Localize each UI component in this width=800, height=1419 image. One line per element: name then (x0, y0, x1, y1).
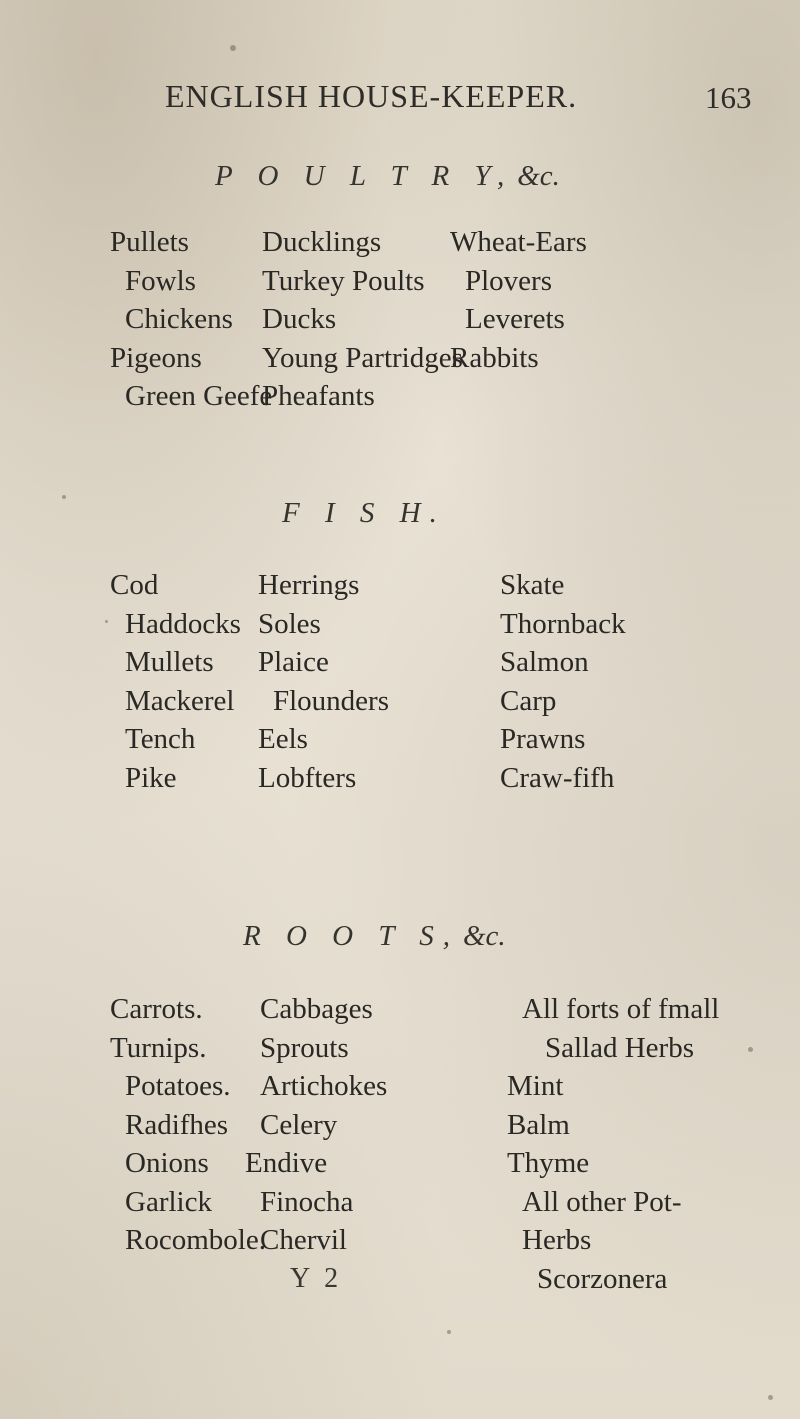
section-heading-fish (282, 497, 446, 530)
list-item: Pheafants (262, 380, 375, 412)
list-item: Leverets (465, 303, 565, 335)
list-item: Thornback (500, 607, 626, 640)
list-item: Young Partridges (262, 341, 463, 374)
list-item: Turnips. (110, 1031, 207, 1064)
section-heading-roots (243, 920, 506, 953)
list-item: Salmon (500, 646, 589, 678)
roots-column-1 (110, 990, 266, 1260)
page-number: 163 (705, 80, 752, 115)
list-item: Ducklings (262, 226, 382, 258)
list-item: Onions (125, 1147, 209, 1179)
list-item: Scorzonera (537, 1262, 668, 1295)
list-item: Sprouts (260, 1031, 349, 1064)
list-item: Herrings (258, 569, 360, 601)
list-item: All other Pot- (522, 1185, 682, 1218)
list-item: Chickens (125, 303, 233, 335)
list-item: Plovers (465, 264, 552, 297)
list-item: Mint (507, 1070, 564, 1102)
roots-column-2 (245, 990, 387, 1260)
paper-speck (62, 495, 66, 499)
list-item: Finocha (260, 1185, 354, 1218)
list-item: Plaice (258, 646, 329, 678)
list-item: Rocombole. (125, 1224, 266, 1256)
signature-mark: Y 2 (290, 1263, 343, 1294)
section-heading-poultry (215, 160, 560, 193)
poultry-column-1 (110, 223, 272, 416)
paper-speck (105, 620, 108, 623)
fish-column-3 (485, 566, 626, 797)
list-item: Haddocks (125, 607, 241, 640)
list-item: Celery (260, 1108, 338, 1141)
list-item: Endive (245, 1147, 328, 1179)
roots-column-3 (507, 990, 719, 1298)
section-heading-poultry-text: P O U L T R Y, (215, 160, 514, 192)
list-item: Mackerel (125, 684, 235, 717)
list-item: Ducks (262, 303, 337, 335)
list-item: Fowls (125, 264, 196, 297)
list-item: Skate (500, 569, 565, 601)
list-item: Cabbages (260, 993, 373, 1025)
list-item: Turkey Poults (262, 264, 425, 297)
paper-speck (447, 1330, 451, 1334)
section-heading-roots-text: R O O T S, (243, 920, 459, 952)
list-item: Sallad Herbs (545, 1031, 694, 1064)
list-item: Chervil (260, 1224, 347, 1256)
paper-speck (748, 1047, 753, 1052)
poultry-column-3 (450, 223, 587, 377)
list-item: Lobfters (258, 761, 357, 794)
section-heading-roots-suffix: &c. (462, 920, 506, 952)
list-item: Tench (125, 723, 196, 755)
list-item: Prawns (500, 723, 586, 755)
list-item: Herbs (522, 1224, 592, 1256)
list-item: Mullets (125, 646, 214, 678)
list-item: Garlick (125, 1185, 212, 1218)
running-title: ENGLISH HOUSE-KEEPER. (165, 78, 578, 114)
list-item: Pike (125, 761, 177, 794)
list-item: Thyme (507, 1147, 590, 1179)
list-item: Rabbits (450, 341, 539, 374)
list-item: Pigeons (110, 341, 202, 374)
list-item: Green Geefe (125, 380, 273, 412)
list-item: Pullets (110, 226, 189, 258)
section-heading-poultry-suffix: &c. (517, 160, 560, 192)
paper-speck (230, 45, 236, 51)
list-item: Radifhes (125, 1108, 229, 1141)
list-item: Cod (110, 569, 159, 601)
fish-column-2 (258, 566, 389, 797)
list-item: Wheat-Ears (450, 226, 587, 258)
list-item: Flounders (273, 684, 389, 717)
list-item: Carp (500, 684, 557, 717)
poultry-column-2 (262, 223, 463, 416)
list-item: Artichokes (260, 1070, 388, 1102)
list-item: Eels (258, 723, 308, 755)
list-item: All forts of fmall (522, 993, 720, 1025)
paper-speck (768, 1395, 773, 1400)
list-item: Soles (258, 607, 321, 640)
list-item: Potatoes. (125, 1070, 231, 1102)
fish-column-1 (110, 566, 241, 797)
list-item: Carrots. (110, 993, 203, 1025)
section-heading-fish-text: F I S H. (282, 497, 446, 529)
list-item: Balm (507, 1108, 570, 1141)
list-item: Craw-fifh (500, 761, 615, 794)
